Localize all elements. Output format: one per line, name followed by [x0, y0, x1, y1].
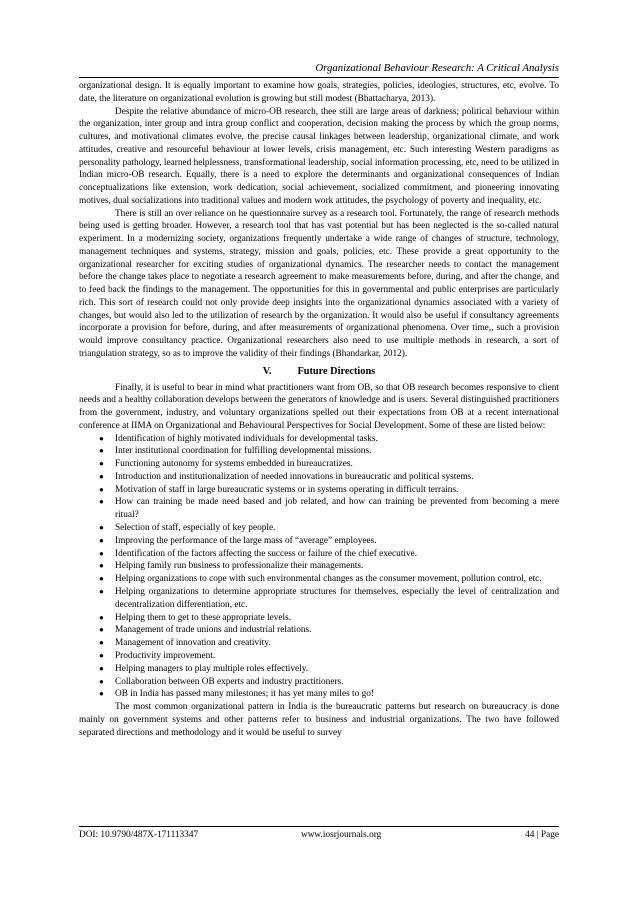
list-item-text: Management of innovation and creativity.: [115, 638, 271, 649]
list-item-text: Productivity improvement.: [115, 651, 216, 662]
section-title: Future Directions: [297, 365, 376, 377]
list-item: [79, 484, 559, 497]
bullet-icon: ●: [99, 535, 104, 545]
paragraph-section-intro: Finally, it is useful to bear in mind what practitioners want from OB, so that OB research becomes responsive to client needs and a healthy collaboration develops between the generators of knowledge and is users. Several distinguished practitioners from the government, industry, and voluntary organizations spelled out their expectations from OB at a recent international conference at IIMA on Organizational and Behavioural Perspectives for Social Development. Some of these are listed below:: [79, 382, 559, 431]
bullet-icon: ●: [99, 587, 104, 597]
bullet-icon: ●: [99, 433, 104, 443]
list-item-text: Improving the performance of the large mass of “average” employees.: [115, 535, 377, 546]
bullet-icon: ●: [99, 676, 104, 686]
bullet-icon: ●: [99, 638, 104, 648]
list-item: [79, 586, 559, 612]
list-item: [79, 548, 559, 561]
list-item-text: Helping them to get to these appropriate levels.: [115, 612, 292, 623]
list-item-text: Collaboration between OB experts and industry practitioners.: [115, 676, 344, 687]
list-item: [79, 458, 559, 471]
footer-url[interactable]: www.iosrjournals.org: [301, 830, 382, 840]
list-item-text: Management of trade unions and industrial relations.: [115, 625, 312, 636]
list-item: [79, 573, 559, 586]
list-item-text: Selection of staff, especially of key people.: [115, 523, 276, 534]
footer-page-number: 44 | Page: [525, 830, 559, 840]
list-item: [79, 663, 559, 676]
bullet-icon: ●: [99, 574, 104, 584]
list-item: [79, 612, 559, 625]
section-heading: [79, 365, 559, 378]
bullet-icon: ●: [99, 497, 104, 507]
list-item-text: Functioning autonomy for systems embedded in bureaucratizes.: [115, 459, 353, 470]
list-item: [79, 433, 559, 446]
list-item-text: Inter institutional coordination for fulfilling developmental missions.: [115, 446, 372, 457]
list-item: [79, 624, 559, 637]
footer-doi: DOI: 10.9790/487X-171113347: [79, 830, 199, 840]
list-item-text: Motivation of staff in large bureaucratic systems or in systems operating in difficult terrains.: [115, 484, 459, 495]
bullet-icon: ●: [99, 561, 104, 571]
list-item: [79, 688, 559, 701]
list-item-text: OB in India has passed many milestones; it has yet many miles to go!: [115, 689, 374, 700]
bullet-icon: ●: [99, 459, 104, 469]
bullet-icon: ●: [99, 625, 104, 635]
list-item: [79, 560, 559, 573]
list-item-text: Helping organizations to determine appropriate structures for themselves, especially the level of centralization and decentralization differentiation, etc.: [115, 587, 559, 610]
article-body: [79, 80, 559, 739]
expectations-list: [79, 433, 559, 702]
list-item-text: Helping organizations to cope with such environmental changes as the consumer movement, pollution control, etc.: [115, 574, 542, 585]
list-item: [79, 471, 559, 484]
list-item-text: How can training be made need based and job related, and how can training be prevented from becoming a mere ritual?: [115, 497, 559, 521]
list-item: [79, 496, 559, 522]
bullet-icon: ●: [99, 612, 104, 622]
list-item-text: Identification of the factors affecting the success or failure of the chief executive.: [115, 548, 418, 559]
list-item: [79, 445, 559, 458]
running-header: Organizational Behaviour Research: A Critical Analysis: [315, 62, 559, 74]
list-item-text: Identification of highly motivated individuals for developmental tasks.: [115, 433, 378, 444]
footer-rule: [79, 826, 559, 827]
list-item: [79, 637, 559, 650]
paragraph-continuation: organizational design. It is equally important to examine how goals, strategies, policies, ideologies, structures, etc, evolve. To date, the literature on organizational evolution is growing but still modest (Bhattacharya, 2013).: [79, 81, 559, 104]
paragraph-micro-ob: Despite the relative abundance of micro-OB research, thee still are large areas of darkness; political behaviour within the organization, inter group and intra group conflict and cooperation, decision making the process by which the group norms, cultures, and motivational climates evolve, the precise causal linkages between leadership, organizational climate, and work attitudes, creative and resourceful behaviour at lower levels, crisis management, etc. Such interesting Western paradigms as personality pathology, learned helplessness, transformational leadership, social information processing, etc, need to be utilized in Indian micro-OB research. Equally, there is a need to explore the determinants and organizational consequences of Indian conceptualizations like extension, work dedication, social achievement, socialized commitment, and pioneering innovating motives, dual socializations into traditional values and modern work attitudes, the psychology of poverty and inequality, etc.: [79, 106, 559, 206]
list-item: [79, 522, 559, 535]
bullet-icon: ●: [99, 548, 104, 558]
header-rule: [79, 77, 559, 78]
list-item: [79, 650, 559, 663]
list-item-text: Helping managers to play multiple roles effectively.: [115, 663, 309, 674]
bullet-icon: ●: [99, 484, 104, 494]
bullet-icon: ●: [99, 523, 104, 533]
list-item: [79, 676, 559, 689]
bullet-icon: ●: [99, 651, 104, 661]
list-item: [79, 535, 559, 548]
bullet-icon: ●: [99, 446, 104, 456]
bullet-icon: ●: [99, 689, 104, 699]
paragraph-closing: The most common organizational pattern in India is the bureaucratic patterns but research on bureaucracy is done mainly on government systems and other patterns refer to business and industrial organizations. The two have followed separated directions and methodology and it would be useful to survey: [79, 702, 559, 738]
list-item-text: Helping family run business to professionalize their managements.: [115, 561, 364, 572]
bullet-icon: ●: [99, 663, 104, 673]
section-number: V.: [262, 365, 272, 377]
list-item-text: Introduction and institutionalization of needed innovations in bureaucratic and political systems.: [115, 471, 474, 482]
paragraph-research-methods: There is still an over reliance on he questionnaire survey as a research tool. Fortunately, the range of research methods being used is getting broader. However, a research tool that has vast potential but has been neglected is the so-called natural experiment. In a modernizing society, organizations frequently undertake a wide range of changes of structure, technology, management techniques and systems, strategy, mission and goals, policies, etc. These provide a great opportunity to the organizational researcher for exciting studies of organizational dynamics. The researcher needs to contact the management before the change takes place to negotiate a research agreement to make measurements before, during, and after the change, and to feed back the findings to the management. The opportunities for this in governmental and public enterprises are particularly rich. This sort of research could not only provide deep insights into the organizational dynamics associated with a variety of changes, but would also led to the utilization of research by the organization. It would also be useful if consultancy agreements incorporate a provision for before, during, and after measurements of organizational phenomena. Over time,, such a provision would improve consultancy practice. Organizational researchers also need to use multiple methods in research, a sort of triangulation strategy, so as to improve the validity of their findings (Bhandarkar, 2012).: [79, 208, 559, 359]
bullet-icon: ●: [99, 471, 104, 481]
